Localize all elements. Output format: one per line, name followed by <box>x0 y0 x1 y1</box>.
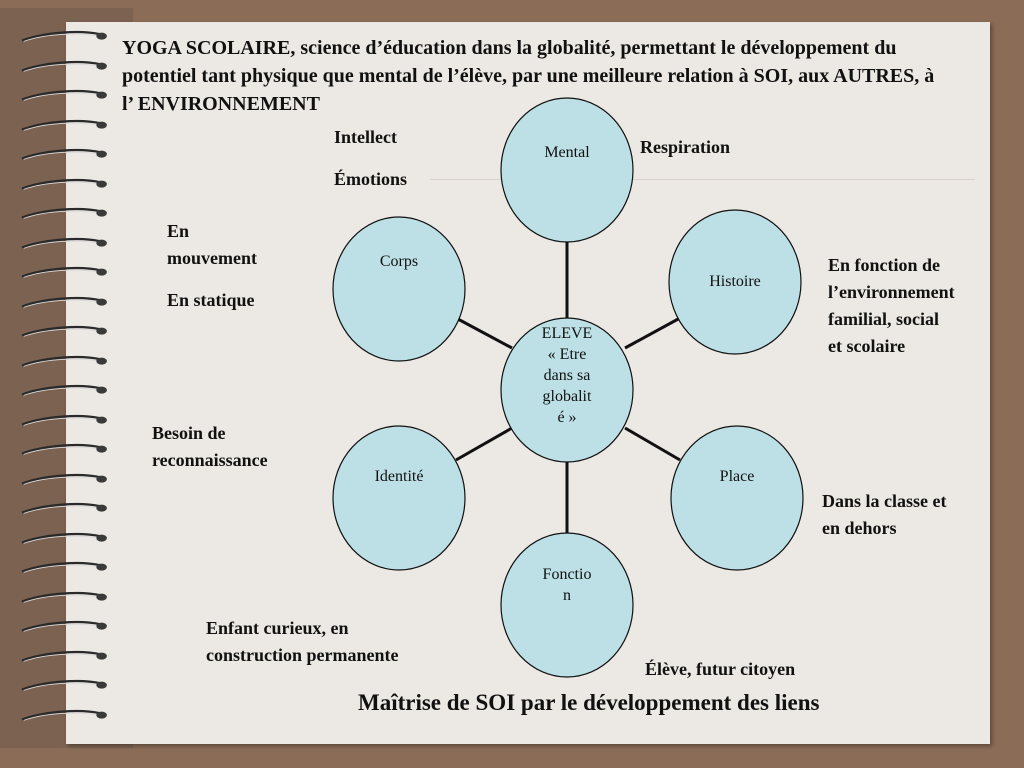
edge-center-place <box>625 428 680 460</box>
node-identite-label: Identité <box>374 468 424 485</box>
center-line: globalit <box>542 388 592 405</box>
center-line: é » <box>557 409 577 426</box>
node-center-label <box>527 323 607 428</box>
node-place <box>671 426 803 570</box>
edge-center-histoire <box>625 318 680 348</box>
note-line: Dans la classe et <box>822 491 947 511</box>
edge-center-corps <box>456 318 512 348</box>
node-histoire-label: Histoire <box>709 273 761 290</box>
note-line: reconnaissance <box>152 450 268 470</box>
note-line: l’environnement <box>828 282 955 302</box>
fonction-line: Fonctio <box>542 566 592 583</box>
note-line: et scolaire <box>828 336 906 356</box>
note-line: construction permanente <box>206 645 399 665</box>
node-corps-label: Corps <box>379 253 419 270</box>
footer-caption: Maîtrise de SOI par le développement des liens <box>358 690 820 715</box>
fonction-line: n <box>563 587 571 604</box>
center-line: « Etre <box>547 346 587 363</box>
note-intellect: Intellect <box>334 127 397 147</box>
node-fonction-label <box>527 564 607 606</box>
note-emotions: Émotions <box>334 169 408 189</box>
node-mental <box>501 98 633 242</box>
center-line: ELEVE <box>541 325 593 342</box>
note-environnement <box>828 252 955 360</box>
note-curieux <box>206 615 398 669</box>
note-reconnaissance <box>152 420 268 474</box>
center-line: dans sa <box>543 367 591 384</box>
note-line: en dehors <box>822 518 897 538</box>
node-mental-label: Mental <box>544 144 590 161</box>
note-respiration: Respiration <box>640 137 730 157</box>
node-identite <box>333 426 465 570</box>
note-mouvement <box>167 218 257 272</box>
note-citoyen: Élève, futur citoyen <box>645 659 796 679</box>
edge-center-identite <box>456 428 512 460</box>
note-statique: En statique <box>167 290 255 310</box>
node-corps <box>333 217 465 361</box>
note-line: Besoin de <box>152 423 226 443</box>
slide-title: YOGA SCOLAIRE, science d’éducation dans la globalité, permettant le développement du potentiel tant physique que mental de l’élève, par une meilleure relation à SOI, aux AUTRES, à l’ ENVIRONNEMENT <box>122 37 935 115</box>
note-line: familial, social <box>828 309 939 329</box>
note-classe <box>822 488 947 542</box>
note-line: En fonction de <box>828 255 941 275</box>
node-place-label: Place <box>719 468 755 485</box>
note-line: Enfant curieux, en <box>206 618 349 638</box>
note-line: En <box>167 221 190 241</box>
note-line: mouvement <box>167 248 257 268</box>
